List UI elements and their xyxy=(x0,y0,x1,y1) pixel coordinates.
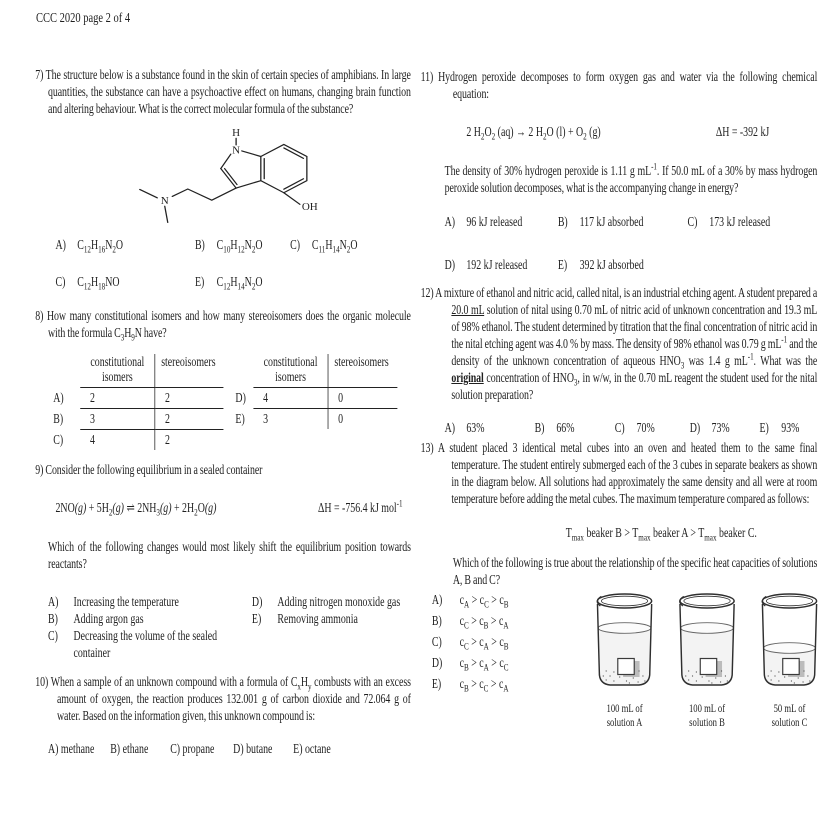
q12-options xyxy=(421,419,818,436)
q11-question: The density of 30% hydrogen peroxide is 1.11 g $mL^{-1}$. If 50.0 mL of a 30% by mass hydrogen peroxide solution decomposes, what is the accompanying change in energy? xyxy=(444,162,818,195)
amine-nitrogen-label: N xyxy=(160,196,169,207)
q7-option-a: A) $C_{12}H_{16}N_2O$ xyxy=(55,237,124,256)
q7-stem: 7) The structure below is a substance found in the skin of certain species of amphibians. In large quantities, the substance can have a psychoactive effect on humans, changing brain function and altering behaviour. What is the correct molecular formula of the substance? xyxy=(35,67,411,116)
table-cell: 4 xyxy=(253,388,328,409)
metal-cube xyxy=(700,659,716,675)
col-header-stereoisomers: stereoisomers xyxy=(155,354,223,388)
q9-option-d: D) Adding nitrogen monoxide gas xyxy=(251,594,401,609)
q7-options-row2 xyxy=(35,273,411,293)
beaker-c-label: 50 mL of solution C xyxy=(771,703,808,729)
row-label: E) xyxy=(235,411,245,426)
row-label: C) xyxy=(53,432,64,447)
q9-equation-row xyxy=(35,499,411,517)
table-cell: 4 xyxy=(80,430,155,450)
left-column xyxy=(35,66,411,757)
q8-table-right xyxy=(235,354,397,450)
q11-option-c: C) 173 kJ released xyxy=(687,214,771,229)
q12-option-a: A) 63% xyxy=(444,420,485,435)
q10-stem: 10) When a sample of an unknown compound with a formula of $C_xH_y$ combusts with an excess amount of oxygen, the reaction produces 132.001 g of carbon dioxide and 72.064 g of water. Based on the information given, this unknown compound is: xyxy=(35,674,411,723)
q10-option-a: A) methane xyxy=(47,741,95,756)
nh-hydrogen-label: H xyxy=(232,128,241,139)
q12-option-b: B) 66% xyxy=(534,420,575,435)
q7-option-e: E) $C_{12}H_{14}N_2O$ xyxy=(194,274,263,293)
q7-option-b: B) $C_{10}H_{12}N_2O$ xyxy=(194,237,263,256)
table-cell: 0 xyxy=(328,388,397,409)
beaker-c xyxy=(760,592,820,730)
q13-option-d: D) $c_B > c_A > c_C$ xyxy=(431,655,509,674)
q11-enthalpy-value: ΔH = -392 kJ xyxy=(715,124,770,139)
q8-stem: 8) How many constitutional isomers and how many stereoisomers does the organic molecule with the formula $C_3H_9N$ have? xyxy=(35,308,411,344)
q11-option-e: E) 392 kJ absorbed xyxy=(557,257,644,272)
beaker-b-label: 100 mL of solution B xyxy=(688,703,726,729)
q9-stem: 9) Consider the following equilibrium in a sealed container xyxy=(35,462,263,477)
q12-stem: 12) A mixture of ethanol and nitric acid, called nital, is an industrial etching agent. A student prepared a 20.0 mL solution of nital using 0.70 mL of nitric acid of unknown concentration and 19.3 mL of 98% ethanol. The student determined by titration that the final concentration of nitric acid in the nital etching agent was 4.0 % by mass. The density of 98% ethanol was 0.79 g $mL^{-1}$ and the density of the unknown concentration of aqueous $HNO_3$ was 1.4 g $mL^{-1}$. What was the original concentration of $HNO_3$, in w/w, in the 0.70 mL reagent the student used for the nital solution preparation? xyxy=(420,285,818,402)
q11-options-row2 xyxy=(421,256,818,273)
q9-option-c: C) Decreasing the volume of the sealed container xyxy=(47,628,218,660)
table-cell: 3 xyxy=(80,409,155,430)
q13-option-b: B) $c_C > c_B > c_A$ xyxy=(431,613,509,632)
metal-cube xyxy=(618,659,634,675)
hydroxyl-label: OH xyxy=(301,202,318,213)
row-label: A) xyxy=(53,390,64,405)
table-cell: 2 xyxy=(155,409,223,430)
table-cell: 3 xyxy=(253,409,328,429)
q11-equation-row xyxy=(421,123,818,141)
beaker-icon xyxy=(760,592,820,690)
q13-tmax-relation: $T_{max}$ beaker $B > T_{max}$ beaker $A > T_{max}$ beaker C. xyxy=(565,525,757,544)
q13-stem: 13) A student placed 3 identical metal cubes into an oven and heated them to the same final temperature. The student entirely submerged each of the 3 cubes in separate beakers as shown in the diagram below. All solutions had approximately the same density and all were at room temperature before adding the metal cubes. The maximum temperature compared as follows: xyxy=(420,440,818,506)
col-header-stereoisomers: stereoisomers xyxy=(328,354,397,388)
q11-option-b: B) 117 kJ absorbed xyxy=(557,214,644,229)
q10-option-e: E) octane xyxy=(293,741,331,756)
page-header: CCC 2020 page 2 of 4 xyxy=(35,11,131,26)
table-cell: 2 xyxy=(164,432,170,447)
beaker-a-label: 100 mL of solution A xyxy=(606,703,643,729)
q9-question: Which of the following changes would most likely shift the equilibrium position towards reactants? xyxy=(47,539,411,571)
q9-options-right xyxy=(252,593,400,661)
q13-options xyxy=(432,592,571,730)
q9-option-e: E) Removing ammonia xyxy=(251,611,358,626)
q9-option-b: B) Adding argon gas xyxy=(47,611,144,626)
q10-option-b: B) ethane xyxy=(110,741,149,756)
col-header-constitutional: constitutional isomers xyxy=(253,354,328,388)
q8-answer-tables xyxy=(53,354,411,450)
q13-option-a: A) $c_A > c_C > c_B$ xyxy=(431,592,509,611)
q13-option-c: C) $c_C > c_A > c_B$ xyxy=(431,634,509,653)
beakers-diagram xyxy=(595,592,820,730)
q13-question: Which of the following is true about the relationship of the specific heat capacities of solutions A, B and C? xyxy=(452,555,818,587)
row-label: B) xyxy=(53,411,64,426)
q7-option-c: C) $C_{11}H_{14}N_2O$ xyxy=(290,237,358,256)
q13-option-e: E) $c_B > c_C > c_A$ xyxy=(431,676,509,695)
q13-answer-area xyxy=(421,592,818,730)
q9-option-a: A) Increasing the temperature xyxy=(47,594,179,609)
bufotenin-molecule-icon xyxy=(118,124,354,228)
beaker-a xyxy=(595,592,655,730)
table-cell: 2 xyxy=(80,388,155,409)
q7-structure-figure xyxy=(118,124,411,228)
table-cell: 2 xyxy=(155,388,223,409)
beaker-b xyxy=(677,592,737,730)
col-header-constitutional: constitutional isomers xyxy=(80,354,155,388)
q10-options xyxy=(35,740,411,757)
q11-options-row1 xyxy=(421,213,818,230)
right-column xyxy=(421,68,818,730)
beaker-icon xyxy=(595,592,655,690)
q10-option-c: C) propane xyxy=(170,741,215,756)
q12-option-e: E) 93% xyxy=(759,420,800,435)
q9-options-left xyxy=(48,593,243,661)
q9-chemical-equation: $2NO(g) + 5H_2(g)$ ⇌ $2NH_3(g) + 2H_2O(g)$ xyxy=(55,500,217,519)
table-cell: 0 xyxy=(338,411,344,426)
indole-nitrogen-label: N xyxy=(232,146,241,157)
q8-table-left xyxy=(53,354,223,450)
q11-option-d: D) 192 kJ released xyxy=(444,257,528,272)
q7-options-row1 xyxy=(35,236,411,256)
q9-enthalpy-value: ΔH = -756.4 kJ mol$^{-1}$ xyxy=(318,499,403,515)
beaker-icon xyxy=(677,592,737,690)
q9-options xyxy=(35,593,411,661)
metal-cube xyxy=(783,659,799,675)
row-label: D) xyxy=(235,390,246,405)
q11-stem: 11) Hydrogen peroxide decomposes to form oxygen gas and water via the following chemical equation: xyxy=(420,69,818,101)
q12-option-c: C) 70% xyxy=(614,420,655,435)
q12-option-d: D) 73% xyxy=(689,420,730,435)
q7-option-d: C) $C_{12}H_{18}NO$ xyxy=(55,274,120,293)
q11-chemical-equation: 2 $H_2O_2$ (aq) → 2 $H_2O$ $(l) + O_2$ (g) xyxy=(466,124,601,143)
q11-option-a: A) 96 kJ released xyxy=(444,214,523,229)
q10-option-d: D) butane xyxy=(233,741,273,756)
